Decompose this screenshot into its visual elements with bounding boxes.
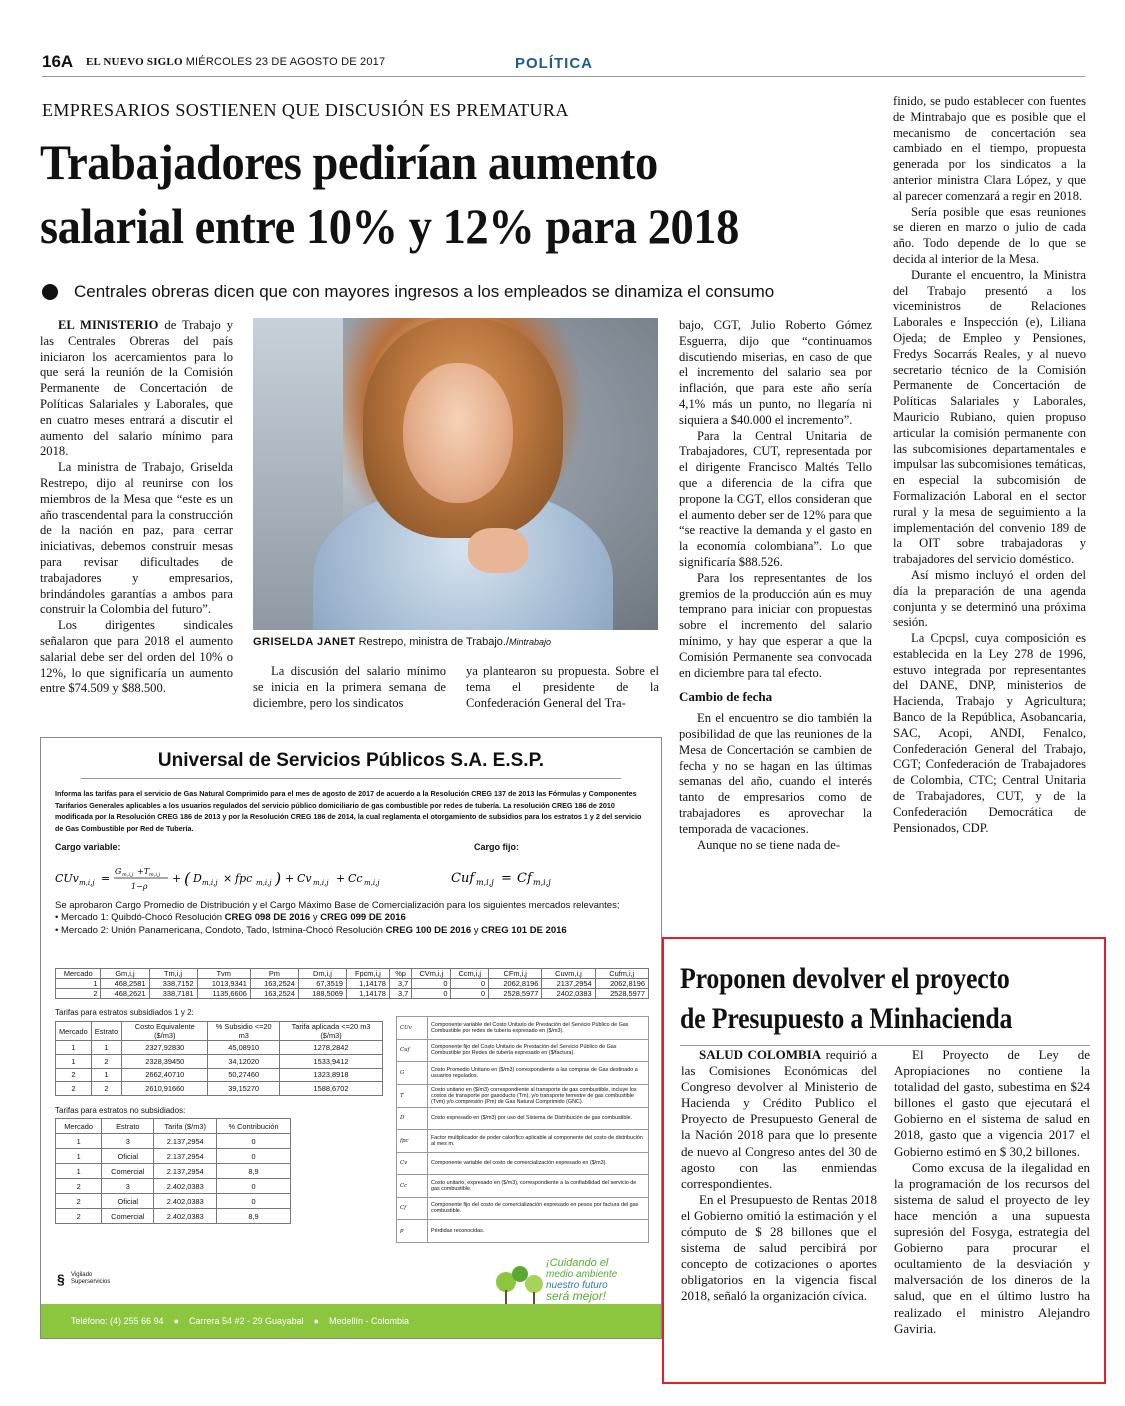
formula-fijo	[451, 866, 601, 896]
definition-symbol: Cc	[397, 1175, 428, 1198]
table-cell: 1278,2842	[280, 1041, 383, 1055]
article-column-4	[679, 318, 872, 853]
definition-row	[397, 1197, 649, 1220]
definition-text: Costo expresado en ($/m3) por uso del Sistema de Distribución de gas combustible.	[428, 1107, 649, 1130]
table-header-cell: Dm,i,j	[298, 969, 346, 979]
issue-date: MIÉRCOLES 23 DE AGOSTO DE 2017	[185, 56, 386, 68]
paragraph: El Proyecto de Ley de Apropiaciones no contiene la totalidad del gasto, subestima en $24 billones el gasto que ejecutará el Gobierno en el sistema de salud en 2018, gasto que a vigencia 2017 el Gobierno estimó en $ 30,2 billones.	[894, 1047, 1090, 1159]
svg-text:(: (	[184, 869, 191, 888]
subtitle: Cambio de fecha	[679, 689, 773, 705]
table-cell: 2	[91, 1054, 121, 1068]
article-column-1	[40, 318, 233, 697]
section-label: POLÍTICA	[515, 55, 593, 72]
phone: Teléfono: (4) 255 66 94	[71, 1316, 164, 1326]
svg-text:D: D	[193, 872, 202, 885]
table-cell: 2528,5977	[595, 989, 648, 999]
sidebar-headline: Proponen devolver el proyecto de Presupuesto a Minhacienda	[680, 962, 1013, 1035]
definition-symbol: p	[397, 1220, 428, 1243]
table-cell: 2	[56, 1068, 92, 1082]
table-cell: 45,08910	[208, 1041, 280, 1055]
table-row	[56, 979, 649, 989]
address: Carrera 54 #2 - 29 Guayabal	[189, 1316, 304, 1326]
definition-row	[397, 1039, 649, 1062]
definition-text: Costo Promedio Unitario en ($/m3) correspondiente a las compras de Gas destinado a usuarios regulados.	[428, 1062, 649, 1085]
definition-row	[397, 1220, 649, 1243]
definitions-table	[396, 1016, 649, 1243]
table-header-cell: Tarifa ($/m3)	[154, 1119, 217, 1134]
table-cell: 2328,39450	[122, 1054, 208, 1068]
paragraph: ya plantearon su propuesta. Sobre el tema el presidente de la Confederación General del Tra-	[466, 664, 659, 710]
table-cell: 67,3519	[298, 979, 346, 989]
header-rule	[42, 76, 1085, 77]
table-row	[56, 1209, 291, 1224]
table-cell: 2	[56, 1179, 102, 1194]
photo-caption	[253, 636, 551, 648]
definition-row	[397, 1084, 649, 1107]
table-cell: Oficial	[102, 1194, 154, 1209]
ad-markets: Se aprobaron Cargo Promedio de Distribución y el Cargo Máximo Base de Comercialización para los siguientes mercados relevantes; • Mercado 1: Quibdó-Chocó Resolución CREG 098 DE 2016 y CREG 099 DE 2016 • Mercado 2: Unión Panamericana, Condoto, Tado, Istmina-Chocó Resolución CREG 100 DE 2016 y CREG 101 DE 2016	[55, 900, 620, 936]
table-row	[56, 1164, 291, 1179]
sidebar-column-2	[894, 1047, 1090, 1337]
subsidized-label: Tarifas para estratos subsidiados 1 y 2:	[55, 1008, 194, 1017]
table-cell: 1323,8918	[280, 1068, 383, 1082]
svg-text:m,i,j: m,i,j	[364, 879, 380, 887]
definition-text: Componente variable del costo de comercialización expresado en ($/m3).	[428, 1152, 649, 1175]
table-cell: 1013,9341	[197, 979, 250, 989]
svg-text:m,i,j: m,i,j	[476, 878, 494, 887]
svg-text:=: =	[501, 871, 512, 886]
table-header-cell: Tarifa aplicada <=20 m3 ($/m3)	[280, 1022, 383, 1041]
definition-row	[397, 1017, 649, 1040]
table-cell: 0	[412, 979, 451, 989]
table-cell: 2662,40710	[122, 1068, 208, 1082]
svg-text:+: +	[336, 872, 346, 885]
subhead-text: Centrales obreras dicen que con mayores ingresos a los empleados se dinamiza el consumo	[74, 282, 775, 301]
bullet-icon	[42, 284, 58, 300]
definition-symbol: T	[397, 1084, 428, 1107]
table-cell: 188,5069	[298, 989, 346, 999]
utility-advertisement	[40, 737, 662, 1339]
caption-text: Restrepo, ministra de Trabajo./	[355, 636, 510, 648]
non-subsidized-label: Tarifas para estratos no subsidiados:	[55, 1106, 186, 1115]
cargo-variable-label: Cargo variable:	[55, 842, 121, 852]
paragraph: En el Presupuesto de Rentas 2018 el Gobierno omitió la estimación y el cómputo de $ 28 billones que el sistema de salud percibirá por concepto de cotizaciones o aportes obligatorios en la vigencia fiscal 2018, señaló la organización cívica.	[681, 1191, 877, 1304]
table-cell: 163,2524	[250, 989, 298, 999]
svg-text:será mejor!: será mejor!	[546, 1289, 607, 1303]
svg-text:m,i,j: m,i,j	[313, 879, 329, 887]
table-row	[56, 1194, 291, 1209]
table-header-cell: %p	[389, 969, 411, 979]
headline-line-2: salarial entre 10% y 12% para 2018	[40, 198, 739, 254]
minister-photo	[253, 318, 658, 630]
paragraph: de Trabajo y las Centrales Obreras del país iniciaron los acercamientos para lo que será la reunión de la Comisión Permanente de Concertación de Políticas Salariales y Laborales, que en cuatro meses entrará a discutir el aumento del salario mínimo para 2018.	[40, 318, 233, 459]
table-cell: 3,7	[389, 989, 411, 999]
table-cell: 34,12020	[208, 1054, 280, 1068]
table-row	[56, 1041, 383, 1055]
table-cell: 3	[102, 1179, 154, 1194]
superservicios-logo: § Vigilado Superservicios	[57, 1271, 111, 1287]
svg-text:m,i,j: m,i,j	[533, 878, 551, 887]
svg-text:Cv: Cv	[297, 872, 312, 885]
svg-text:1−ρ: 1−ρ	[131, 882, 148, 891]
table-cell: 2610,91660	[122, 1082, 208, 1096]
svg-text:+T: +T	[137, 867, 150, 876]
table-cell: 468,2621	[101, 989, 149, 999]
svg-text:Cf: Cf	[517, 871, 532, 886]
article-column-3	[466, 664, 659, 711]
table-cell: 1	[56, 1149, 102, 1164]
table-cell: 2	[56, 1194, 102, 1209]
svg-text:nuestro futuro: nuestro futuro	[546, 1280, 608, 1291]
definition-row	[397, 1152, 649, 1175]
non-subsidized-table	[55, 1118, 291, 1224]
table-cell: 0	[451, 989, 489, 999]
paragraph: La discusión del salario mínimo se inicia en la primera semana de diciembre, pero los sindicatos	[253, 664, 446, 710]
table-header-cell: Cufm,i,j	[595, 969, 648, 979]
table-cell: 0	[217, 1194, 291, 1209]
tariff-components-table	[55, 968, 649, 999]
paper-name: EL NUEVO SIGLO	[86, 56, 183, 68]
table-cell: 338,7152	[149, 979, 197, 989]
city: Medellín - Colombia	[329, 1316, 410, 1326]
ad-title: Universal de Servicios Públicos S.A. E.S.P.	[157, 750, 545, 771]
svg-text:m,i,j: m,i,j	[149, 872, 161, 878]
table-header-cell: Gm,i,j	[101, 969, 149, 979]
table-cell: 1	[56, 1134, 102, 1149]
paragraph: Los dirigentes sindicales señalaron que para 2018 el aumento salarial debe ser del orden del 10% o 12%, lo que significaría un aumento entre $74.509 y $88.500.	[40, 618, 233, 696]
paragraph: Durante el encuentro, la Ministra del Trabajo presentó a los viceministros de Relaciones Laborales e Inspección (e), Liliana Ojeda; de Empleo y Pensiones, Fredys Socarrás Reales, y al nuevo secretario técnico de la Comisión Permanente de Concertación de Políticas Salariales y Laborales, Mauricio Rubiano, quien propuso articular la comisión permanente con las subcomisiones departamentales e impulsar las subcomisiones temáticas, en especial la subcomisión de Formalización Laboral en el sector rural y la mesa de seguimiento a la implementación del convenio 189 de la OIT sobre trabajadoras y trabajadores del servicio doméstico.	[893, 267, 1086, 567]
definition-row	[397, 1107, 649, 1130]
table-header-cell: Ccm,i,j	[451, 969, 489, 979]
svg-text:=: =	[101, 872, 111, 885]
lead-in: SALUD COLOMBIA	[699, 1047, 822, 1062]
sidebar-column-1: SALUD COLOMBIA requirió a las Comisiones Económicas del Congreso devolver al Ministerio de Hacienda y Crédito Publico el Proyecto de Presupuesto General de la Nación 2018 para que lo presente de nuevo al Congreso antes del 30 de agosto con las enmiendas correspondientes. En el Presupuesto de Rentas 2018 el Gobierno omitió la estimación y el cómputo de $ 28 billones que el sistema de salud percibirá por concepto de cotizaciones o aportes obligatorios en la vigencia fiscal 2018, señaló la organización cívica.	[681, 1047, 877, 1304]
kicker: EMPRESARIOS SOSTIENEN QUE DISCUSIÓN ES PREMATURA	[42, 100, 569, 120]
table-cell: 1588,6702	[280, 1082, 383, 1096]
paragraph: En el encuentro se dio también la posibilidad de que las reuniones de la Mesa de Concertación se cambien de fecha y no se hagan en las últimas semanas del año, cuando el interés tanto de empresarios como de trabajadores es aprovechar la temporada de vacaciones.	[679, 711, 872, 836]
table-cell: 1135,6606	[197, 989, 250, 999]
definition-symbol: fpc	[397, 1130, 428, 1153]
table-cell: 0	[451, 979, 489, 989]
table-cell: 2	[56, 989, 101, 999]
table-cell: 163,2524	[250, 979, 298, 989]
svg-text:¡Cuidando el: ¡Cuidando el	[546, 1257, 609, 1269]
table-cell: 39,15270	[208, 1082, 280, 1096]
table-header-cell: Tvm	[197, 969, 250, 979]
definition-row	[397, 1175, 649, 1198]
svg-text:medio ambiente: medio ambiente	[546, 1269, 618, 1280]
paragraph: Aunque no se tiene nada de-	[697, 837, 841, 852]
table-cell: 2327,92830	[122, 1041, 208, 1055]
table-header-cell: Estrato	[91, 1022, 121, 1041]
svg-text:): )	[275, 869, 282, 888]
table-row	[56, 1082, 383, 1096]
table-cell: 3	[102, 1134, 154, 1149]
svg-text:Cuf: Cuf	[451, 871, 475, 886]
svg-text:fpc: fpc	[235, 872, 253, 885]
article-column-5	[893, 94, 1086, 836]
svg-text:Cc: Cc	[348, 872, 363, 885]
table-header-cell: Mercado	[56, 1119, 102, 1134]
paragraph: Para los representantes de los gremios de la producción aún es muy temprano para iniciar con propuestas sobre el incremento del salario mínimo, y hay que esperar a que la Comisión Permanente sea convocada en diciembre para tal efecto.	[679, 570, 872, 680]
table-cell: 338,7181	[149, 989, 197, 999]
svg-text:m,i,j: m,i,j	[79, 879, 95, 887]
definition-text: Pérdidas reconocidas.	[428, 1220, 649, 1243]
table-cell: 8,9	[217, 1164, 291, 1179]
definition-text: Componente variable del Costo Unitario de Prestación del Servicio Público de Gas Combustible por redes de tubería expresado en ($/m3).	[428, 1017, 649, 1040]
paragraph: Sería posible que esas reuniones se dieren en marzo o julio de cada año. Todo depende de lo que se decida al interior de la Mesa.	[893, 204, 1086, 266]
formula-variable	[55, 863, 415, 896]
table-cell: 1	[56, 979, 101, 989]
table-cell: 0	[412, 989, 451, 999]
definition-text: Componente fijo del costo de comercialización expresado en pesos por factura del gas combustible.	[428, 1197, 649, 1220]
table-header-cell: CVm,i,j	[412, 969, 451, 979]
table-row	[56, 1179, 291, 1194]
table-header-cell: Tm,i,j	[149, 969, 197, 979]
table-cell: 2	[56, 1209, 102, 1224]
table-cell: 0	[217, 1134, 291, 1149]
table-cell: Comercial	[102, 1209, 154, 1224]
paragraph: La ministra de Trabajo, Griselda Restrepo, dijo al reunirse con los miembros de la Mesa que “este es un año trascendental para la construcción de la nación en paz, para cerrar iniciativas, debemos construir mesas para revisar dificultades de trabajadores y empresarios, brindándoles garantías a ambos para construir la Colombia del futuro”.	[40, 460, 233, 617]
table-row	[56, 1054, 383, 1068]
table-cell: 1533,9412	[280, 1054, 383, 1068]
svg-text:m,i,j: m,i,j	[122, 872, 134, 878]
headline	[40, 130, 821, 258]
svg-text:+: +	[285, 872, 295, 885]
article-column-2	[253, 664, 446, 711]
page-number: 16A	[42, 52, 74, 71]
table-cell: 1	[56, 1041, 92, 1055]
definition-row	[397, 1062, 649, 1085]
svg-text:CUv: CUv	[55, 872, 79, 885]
definition-text: Componente fijo del Costo Unitario de Prestación del Servicio Público de Gas Combustible por Redes de tubería expresado en ($/factura).	[428, 1039, 649, 1062]
table-cell: 2402,0383	[542, 989, 595, 999]
table-cell: 1,14178	[346, 989, 389, 999]
cargo-fijo-label: Cargo fijo:	[474, 842, 519, 852]
table-cell: 2.402,0383	[154, 1194, 217, 1209]
table-cell: 1,14178	[346, 979, 389, 989]
subhead	[42, 282, 774, 302]
svg-text:m,i,j: m,i,j	[202, 879, 218, 887]
table-cell: 1	[56, 1054, 92, 1068]
definition-symbol: Cv	[397, 1152, 428, 1175]
table-header-cell: Pm	[250, 969, 298, 979]
table-cell: 2	[91, 1082, 121, 1096]
lead-in: EL MINISTERIO	[58, 318, 159, 332]
caption-credit: Mintrabajo	[509, 637, 552, 647]
svg-text:×: ×	[223, 872, 233, 885]
table-header-cell: CFm,i,j	[489, 969, 542, 979]
table-cell: 50,27460	[208, 1068, 280, 1082]
table-header-cell: Costo Equivalente ($/m3)	[122, 1022, 208, 1041]
table-cell: 468,2581	[101, 979, 149, 989]
table-cell: 3,7	[389, 979, 411, 989]
masthead	[86, 56, 385, 68]
table-cell: 0	[217, 1149, 291, 1164]
definition-text: Costo unitario en ($/m3) correspondiente al transporte de gas combustible, incluye los costos de transporte por gasoducto (Tm), y/o transporte terrestre de gas combustible (Tvm) y/o compresión (Pm) de Gas Natural Comprimido (GNC).	[428, 1084, 649, 1107]
table-row	[56, 1068, 383, 1082]
table-cell: 1	[56, 1164, 102, 1179]
table-header-cell: Mercado	[56, 1022, 92, 1041]
table-header-cell: Estrato	[102, 1119, 154, 1134]
paragraph: finido, se pudo establecer con fuentes de Mintrabajo que es posible que el mecanismo de concertación sea cambiado en el tiempo, propuesta generada por los sindicatos a la anterior ministra Clara López, y que al parecer comenzará a regir en 2018.	[893, 94, 1086, 203]
table-cell: Oficial	[102, 1149, 154, 1164]
table-cell: 2	[56, 1082, 92, 1096]
paragraph: Así mismo incluyó el orden del día la preparación de una agenda conjunta y se determinó una próxima sesión.	[893, 567, 1086, 630]
table-cell: 2062,8196	[489, 979, 542, 989]
paragraph: Como excusa de la ilegalidad en la programación de los recursos del sistema de salud el proyecto de ley hace mención a una supuesta supresión del Fosyga, estrategia del Gobierno para procurar el ocultamiento de la desviación y malversación de los dineros de la salud, que en el último lustro ha realizado el ministro Alejandro Gaviria.	[894, 1159, 1090, 1336]
paragraph: bajo, CGT, Julio Roberto Gómez Esguerra, dijo que “continuamos discutiendo miserias, en caso de que el incremento del salario sea por inflación, que para este año sería 4,1% más un punto, no llegaría ni siquiera a $40.000 el incremento”.	[679, 318, 872, 427]
caption-name: GRISELDA JANET	[253, 636, 356, 648]
table-header-cell: Cuvm,i,j	[542, 969, 595, 979]
table-cell: 0	[217, 1179, 291, 1194]
definition-symbol: Cf	[397, 1197, 428, 1220]
supervision-icon: §	[57, 1271, 65, 1287]
table-row	[56, 989, 649, 999]
table-cell: Comercial	[102, 1164, 154, 1179]
svg-text:G: G	[115, 867, 122, 876]
definition-symbol: CUv	[397, 1017, 428, 1040]
sidebar-story	[662, 937, 1106, 1384]
table-cell: 2062,8196	[595, 979, 648, 989]
table-header-cell: % Contribución	[217, 1119, 291, 1134]
definition-row	[397, 1130, 649, 1153]
table-cell: 2137,2954	[542, 979, 595, 989]
table-row	[56, 1149, 291, 1164]
table-cell: 2.137,2954	[154, 1164, 217, 1179]
paragraph: Para la Central Unitaria de Trabajadores, CUT, representada por el dirigente Francisco Maltés Tello que a diferencia de la cifra que propone la CGT, ellos consideran que el aumento deber ser de 12% para que “se reactive la demanda y el gasto en la economía colombiana”. Lo que significaría $88.526.	[679, 428, 872, 569]
definition-symbol: Cuf	[397, 1039, 428, 1062]
definition-symbol: G	[397, 1062, 428, 1085]
paragraph: La Cpcpsl, cuya composición es establecida en la Ley 278 de 1996, estuvo integrada por representantes del DANE, DNP, ministerios de Hacienda, Trabajo y Agricultura; Banco de la República, Asobancaria, SAC, Acopi, ANDI, Fenalco, Confederación General del Trabajo, CGT; Confederación de Trabajadores de Colombia, CTC; Central Unitaria de Trabajadores, CUT, y de la Confederación Democrática de Pensionados, CDP.	[893, 631, 1086, 835]
subsidized-table	[55, 1021, 383, 1096]
table-cell: 2.137,2954	[154, 1149, 217, 1164]
svg-text:m,i,j: m,i,j	[256, 879, 272, 887]
table-header-cell: Fpcm,i,j	[346, 969, 389, 979]
table-cell: 2528,5977	[489, 989, 542, 999]
table-cell: 1	[91, 1041, 121, 1055]
svg-text:+: +	[172, 872, 182, 885]
table-cell: 2.137,2954	[154, 1134, 217, 1149]
ad-intro: Informa las tarifas para el servicio de Gas Natural Comprimido para el mes de agosto de 2017 de acuerdo a la Resolución CREG 137 de 2013 las Fórmulas y Componentes Tarifarios Generales aplicables a los usuarios regulados del servicio público domiciliario de gas combustible por redes de tubería. La resolución CREG 186 de 2010 modificada por la Resolución CREG 186 de 2013 y por la Resolución CREG 186 de 2014, la cual reglamenta el otorgamiento de subsidios para los estratos 1 y 2 del servicio de Gas Combustible por Red de Tubería.	[55, 789, 642, 833]
ad-footer: Teléfono: (4) 255 66 94 ● Carrera 54 #2 - 29 Guayabal ● Medellín - Colombia	[41, 1304, 661, 1338]
table-header-cell: % Subsidio <=20 m3	[208, 1022, 280, 1041]
table-header-cell: Mercado	[56, 969, 101, 979]
definition-text: Costo unitario, expresado en ($/m3), correspondiente a la confiabilidad del servicio de gas combustible.	[428, 1175, 649, 1198]
table-cell: 2.402,0383	[154, 1209, 217, 1224]
headline-line-1: Trabajadores pedirían aumento	[40, 134, 658, 190]
definition-symbol: D	[397, 1107, 428, 1130]
table-row	[56, 1134, 291, 1149]
definition-text: Factor multiplicador de poder calorífico aplicable al componente del costo de distribución al mes m.	[428, 1130, 649, 1153]
table-cell: 2.402,0383	[154, 1179, 217, 1194]
table-cell: 8,9	[217, 1209, 291, 1224]
table-cell: 1	[91, 1068, 121, 1082]
